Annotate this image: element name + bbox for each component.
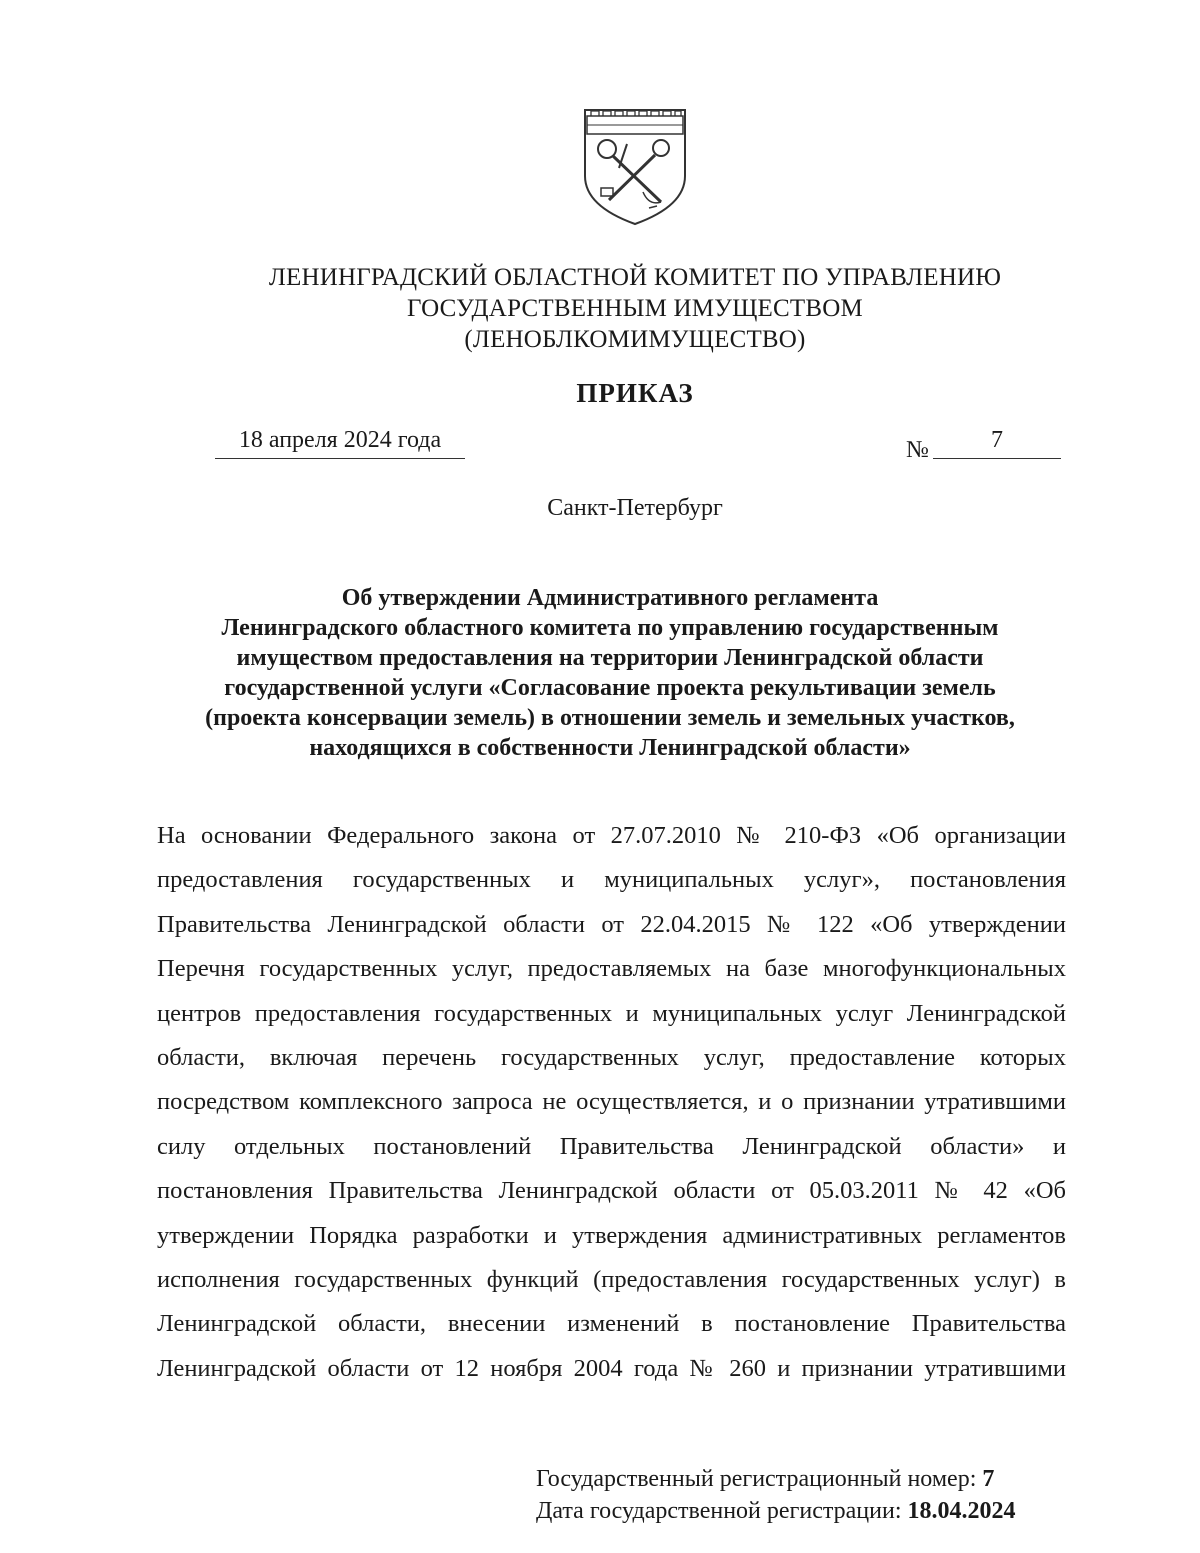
registration-date-label: Дата государственной регистрации:	[536, 1498, 902, 1524]
heading-line: государственной услуги «Согласование проекта рекультивации земель	[224, 675, 996, 701]
organization-line-1: ЛЕНИНГРАДСКИЙ ОБЛАСТНОЙ КОМИТЕТ ПО УПРАВЛЕНИЮ	[268, 264, 1002, 291]
body-paragraph: На основании Федерального закона от 27.07.2010 № 210-ФЗ «Об организации предоставления государственных и муниципальных услуг», постановления Правительства Ленинградской области от 22.04.2015 № 122 «Об утверждении Перечня государственных услуг, предоставляемых на базе многофункциональных центров предоставления государственных и муниципальных услуг Ленинградской области, включая перечень государственных услуг, предоставление которых посредством комплексного запроса не осуществляется, и о признании утратившими силу отдельных постановлений Правительства Ленинградской области» и постановления Правительства Ленинградской области от 05.03.2011 № 42 «Об утверждении Порядка разработки и утверждения административных регламентов исполнения государственных функций (предоставления государственных услуг) в Ленинградской области, внесении изменений в постановление Правительства Ленинградской области от 12 ноября 2004 года № 260 и признании утратившими	[157, 822, 1066, 1382]
city: Санкт-Петербург	[547, 495, 723, 521]
organization-line-2: ГОСУДАРСТВЕННЫМ ИМУЩЕСТВОМ	[407, 295, 863, 322]
order-number: 7	[933, 427, 1061, 459]
organization-name	[230, 262, 1040, 355]
heading-line: имуществом предоставления на территории Ленинградской области	[236, 645, 984, 671]
order-date: 18 апреля 2024 года	[215, 427, 465, 459]
registration-number-label: Государственный регистрационный номер:	[536, 1466, 977, 1492]
registration-number-value: 7	[982, 1466, 995, 1492]
document-heading	[150, 583, 1070, 763]
heading-line: Ленинградского областного комитета по управлению государственным	[221, 615, 999, 641]
number-label: №	[906, 437, 929, 463]
heading-line: Об утверждении Административного регламента	[341, 585, 879, 611]
organization-line-3: (ЛЕНОБЛКОМИМУЩЕСТВО)	[464, 326, 806, 353]
registration-date-value: 18.04.2024	[907, 1498, 1016, 1524]
document-type: ПРИКАЗ	[576, 378, 694, 408]
registration-block	[536, 1463, 1016, 1527]
heading-line: (проекта консервации земель) в отношении земель и земельных участков,	[205, 705, 1015, 731]
coat-of-arms-icon	[581, 106, 689, 226]
heading-line: находящихся в собственности Ленинградской области»	[309, 735, 911, 761]
